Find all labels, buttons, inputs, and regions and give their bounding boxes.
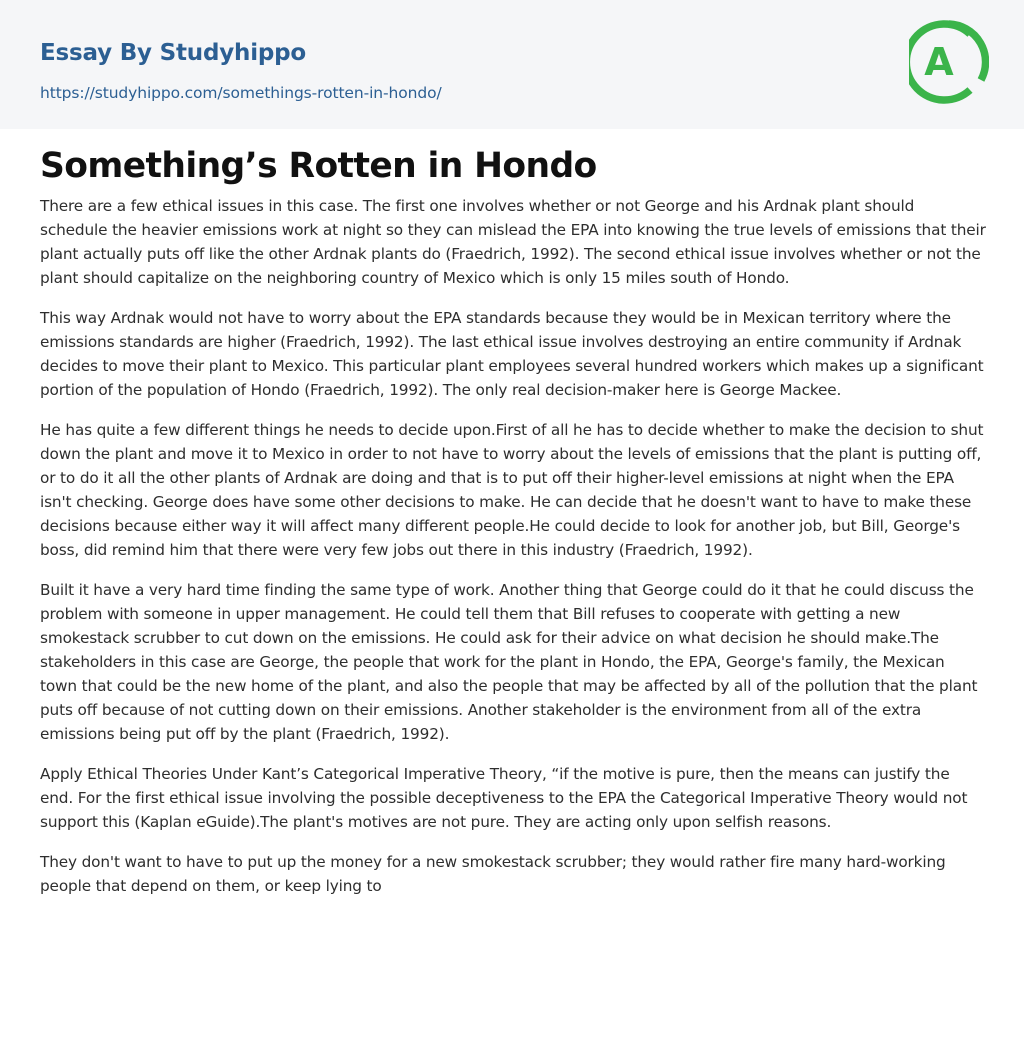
essay-paragraph: They don't want to have to put up the money for a new smokestack scrubber; they would rather fire many hard-working people that depend on them, or keep lying to — [40, 853, 946, 895]
essay-title: Something’s Rotten in Hondo — [40, 146, 597, 186]
essay-paragraph: Apply Ethical Theories Under Kant’s Categorical Imperative Theory, “if the motive is pure, then the means can justify the end. For the first ethical issue involving the possible deceptiveness to the EPA the Categorical Imperative Theory would not support this (Kaplan eGuide).The plant's motives are not pure. They are acting only upon selfish reasons. — [40, 765, 968, 831]
essay-paragraph: This way Ardnak would not have to worry about the EPA standards because they would be in Mexican territory where the emissions standards are higher (Fraedrich, 1992). The last ethical issue involves destroying an entire community if Ardnak decides to move their plant to Mexico. This particular plant employees several hundred workers which makes up a significant portion of the population of Hondo (Fraedrich, 1992). The only real decision-maker here is George Mackee. — [40, 309, 984, 399]
essay-paragraph: Built it have a very hard time finding the same type of work. Another thing that George could do it that he could discuss the problem with someone in upper management. He could tell them that Bill refuses to cooperate with getting a new smokestack scrubber to cut down on the emissions. He could ask for their advice on what decision he should make.The stakeholders in this case are George, the people that work for the plant in Hondo, the EPA, George's family, the Mexican town that could be the new home of the plant, and also the people that may be affected by all of the pollution that the plant puts off because of not cutting down on their emissions. Another stakeholder is the environment from all of the extra emissions being put off by the plant (Fraedrich, 1992). — [40, 581, 978, 743]
studyhippo-logo-icon[interactable] — [909, 18, 989, 106]
essay-paragraph: There are a few ethical issues in this case. The first one involves whether or not George and his Ardnak plant should schedule the heavier emissions work at night so they can mislead the EPA into knowing the true levels of emissions that their plant actually puts off like the other Ardnak plants do (Fraedrich, 1992). The second ethical issue involves whether or not the plant should capitalize on the neighboring country of Mexico which is only 15 miles south of Hondo. — [40, 197, 986, 287]
essay-paragraph: He has quite a few different things he needs to decide upon.First of all he has to decide whether to make the decision to shut down the plant and move it to Mexico in order to not have to worry about the levels of emissions that the plant is putting off, or to do it all the other plants of Ardnak are doing and that is to put off their higher-level emissions at night when the EPA isn't checking. George does have some other decisions to make. He can decide that he doesn't want to have to make these decisions because either way it will affect many different people.He could decide to look for another job, but Bill, George's boss, did remind him that there were very few jobs out there in this industry (Fraedrich, 1992). — [40, 421, 984, 559]
essay-url-link[interactable]: https://studyhippo.com/somethings-rotten-in-hondo/ — [40, 84, 442, 102]
logo-letter: A — [924, 40, 954, 84]
brand-title: Essay By Studyhippo — [40, 40, 307, 66]
site-header — [0, 0, 1024, 129]
essay-body — [40, 194, 986, 914]
